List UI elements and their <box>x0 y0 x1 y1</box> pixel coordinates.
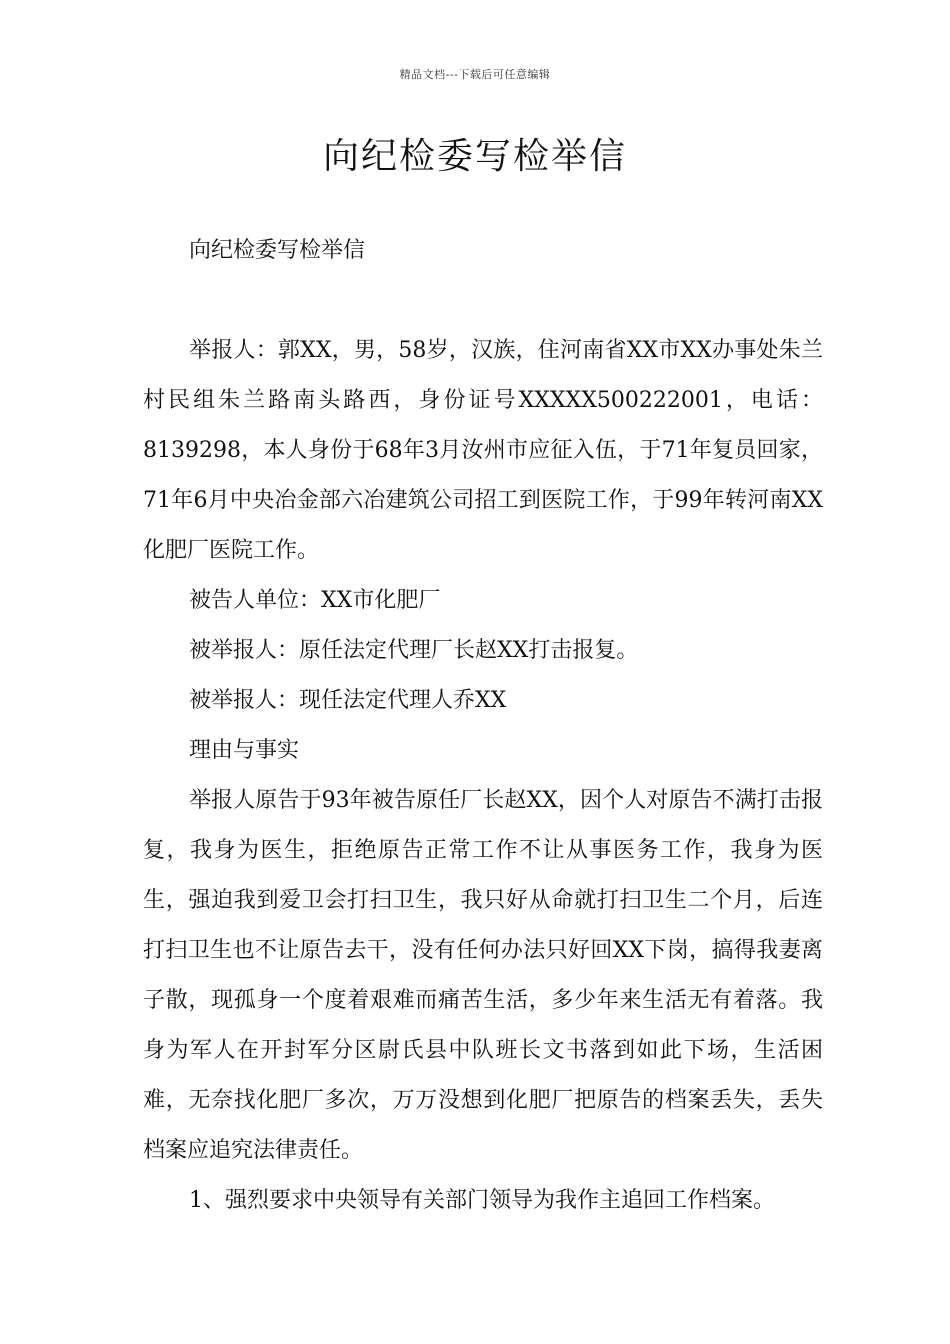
header-note: 精品文档---下载后可任意编辑 <box>399 68 551 81</box>
paragraph-reported-person-former: 被举报人：原任法定代理厂长赵XX打击报复。 <box>189 638 639 663</box>
paragraph-facts: 举报人原告于93年被告原任厂长赵XX，因个人对原告不满打击报复，我身为医生，拒绝原告正常工作不让从事医务工作，我身为医生，强迫我到爱卫会打扫卫生，我只好从命就打扫卫生二个月，后连打扫卫生也不让原告去干，没有任何办法只好回XX下岗，搞得我妻离子散，现孤身一个度着艰难而痛苦生活，多少年来生活无有着落。我身为军人在开封军分区尉氏县中队班长文书落到如此下场，生活困难，无奈找化肥厂多次，万万没想到化肥厂把原告的档案丢失，丢失档案应追究法律责任。 <box>143 788 823 1163</box>
paragraph-reported-person-current: 被举报人：现任法定代理人乔XX <box>189 688 507 713</box>
document-body <box>143 326 823 1226</box>
document-subtitle: 向纪检委写检举信 <box>189 238 366 263</box>
paragraph-reasons-heading: 理由与事实 <box>189 738 300 763</box>
paragraph-defendant-unit: 被告人单位：XX市化肥厂 <box>189 588 441 613</box>
paragraph-reporter-info: 举报人：郭XX，男，58岁，汉族，住河南省XX市XX办事处朱兰村民组朱兰路南头路西，身份证号XXXXX500222001，电话：8139298，本人身份于68年3月汝州市应征入伍，于71年复员回家，71年6月中央冶金部六冶建筑公司招工到医院工作，于99年转河南XX化肥厂医院工作。 <box>143 338 823 563</box>
page-title: 向纪检委写检举信 <box>322 136 627 177</box>
paragraph-demand-1: 1、强烈要求中央领导有关部门领导为我作主追回工作档案。 <box>189 1188 775 1213</box>
